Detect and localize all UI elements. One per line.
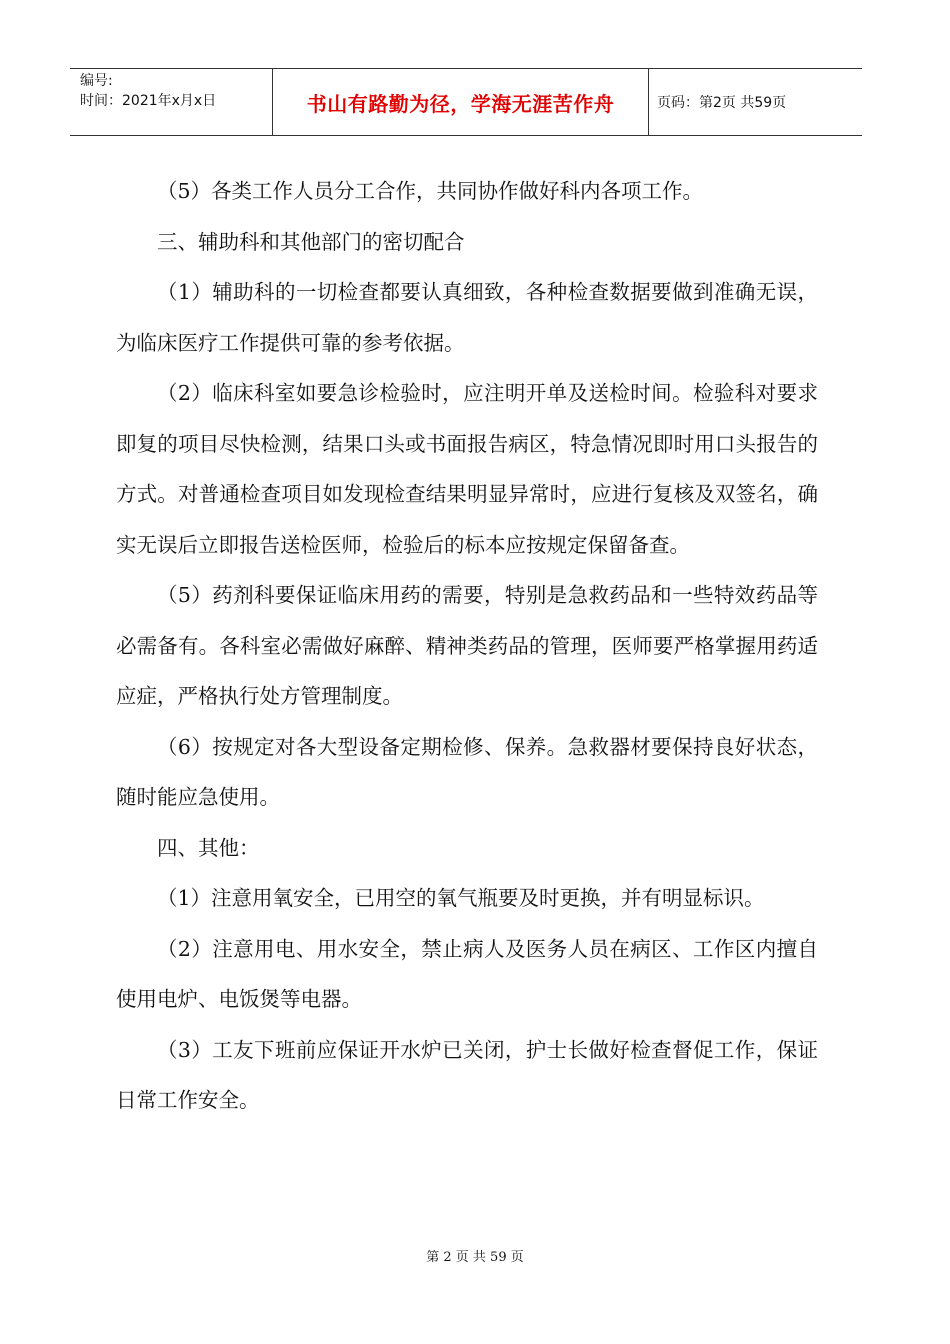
number-label: 编号:	[80, 73, 113, 89]
time-label: 时间：2021年x月x日	[80, 93, 217, 109]
header-motto-cell	[273, 69, 649, 135]
page-info-text: 页码：第2页 共59页	[657, 95, 787, 111]
paragraph: （5）各类工作人员分工合作，共同协作做好科内各项工作。	[157, 179, 704, 203]
footer-page-number: 第 2 页 共 59 页	[426, 1250, 524, 1265]
page-footer	[0, 1246, 950, 1265]
paragraph: （1）注意用氧安全，已用空的氧气瓶要及时更换，并有明显标识。	[157, 886, 765, 910]
paragraph: （1）辅助科的一切检查都要认真细致，各种检查数据要做到准确无误，为临床医疗工作提供可靠的参考依据。	[116, 280, 818, 355]
header-page-info	[649, 69, 862, 135]
header-meta	[70, 69, 273, 135]
section-heading: 三、辅助科和其他部门的密切配合	[157, 229, 465, 254]
paragraph: （5）药剂科要保证临床用药的需要，特别是急救药品和一些特效药品等必需备有。各科室必需做好麻醉、精神类药品的管理，医师要严格掌握用药适应症，严格执行处方管理制度。	[116, 583, 818, 708]
page-header	[70, 68, 862, 136]
section-heading: 四、其他：	[157, 835, 260, 860]
header-motto: 书山有路勤为径，学海无涯苦作舟	[306, 91, 615, 116]
document-body	[116, 166, 818, 1126]
paragraph: （2）注意用电、用水安全，禁止病人及医务人员在病区、工作区内擅自使用电炉、电饭煲等电器。	[116, 936, 818, 1011]
paragraph: （2）临床科室如要急诊检验时，应注明开单及送检时间。检验科对要求即复的项目尽快检测，结果口头或书面报告病区，特急情况即时用口头报告的方式。对普通检查项目如发现检查结果明显异常时，应进行复核及双签名，确实无误后立即报告送检医师，检验后的标本应按规定保留备查。	[116, 381, 818, 557]
paragraph: （3）工友下班前应保证开水炉已关闭，护士长做好检查督促工作，保证日常工作安全。	[116, 1037, 818, 1112]
paragraph: （6）按规定对各大型设备定期检修、保养。急救器材要保持良好状态，随时能应急使用。	[116, 734, 818, 809]
